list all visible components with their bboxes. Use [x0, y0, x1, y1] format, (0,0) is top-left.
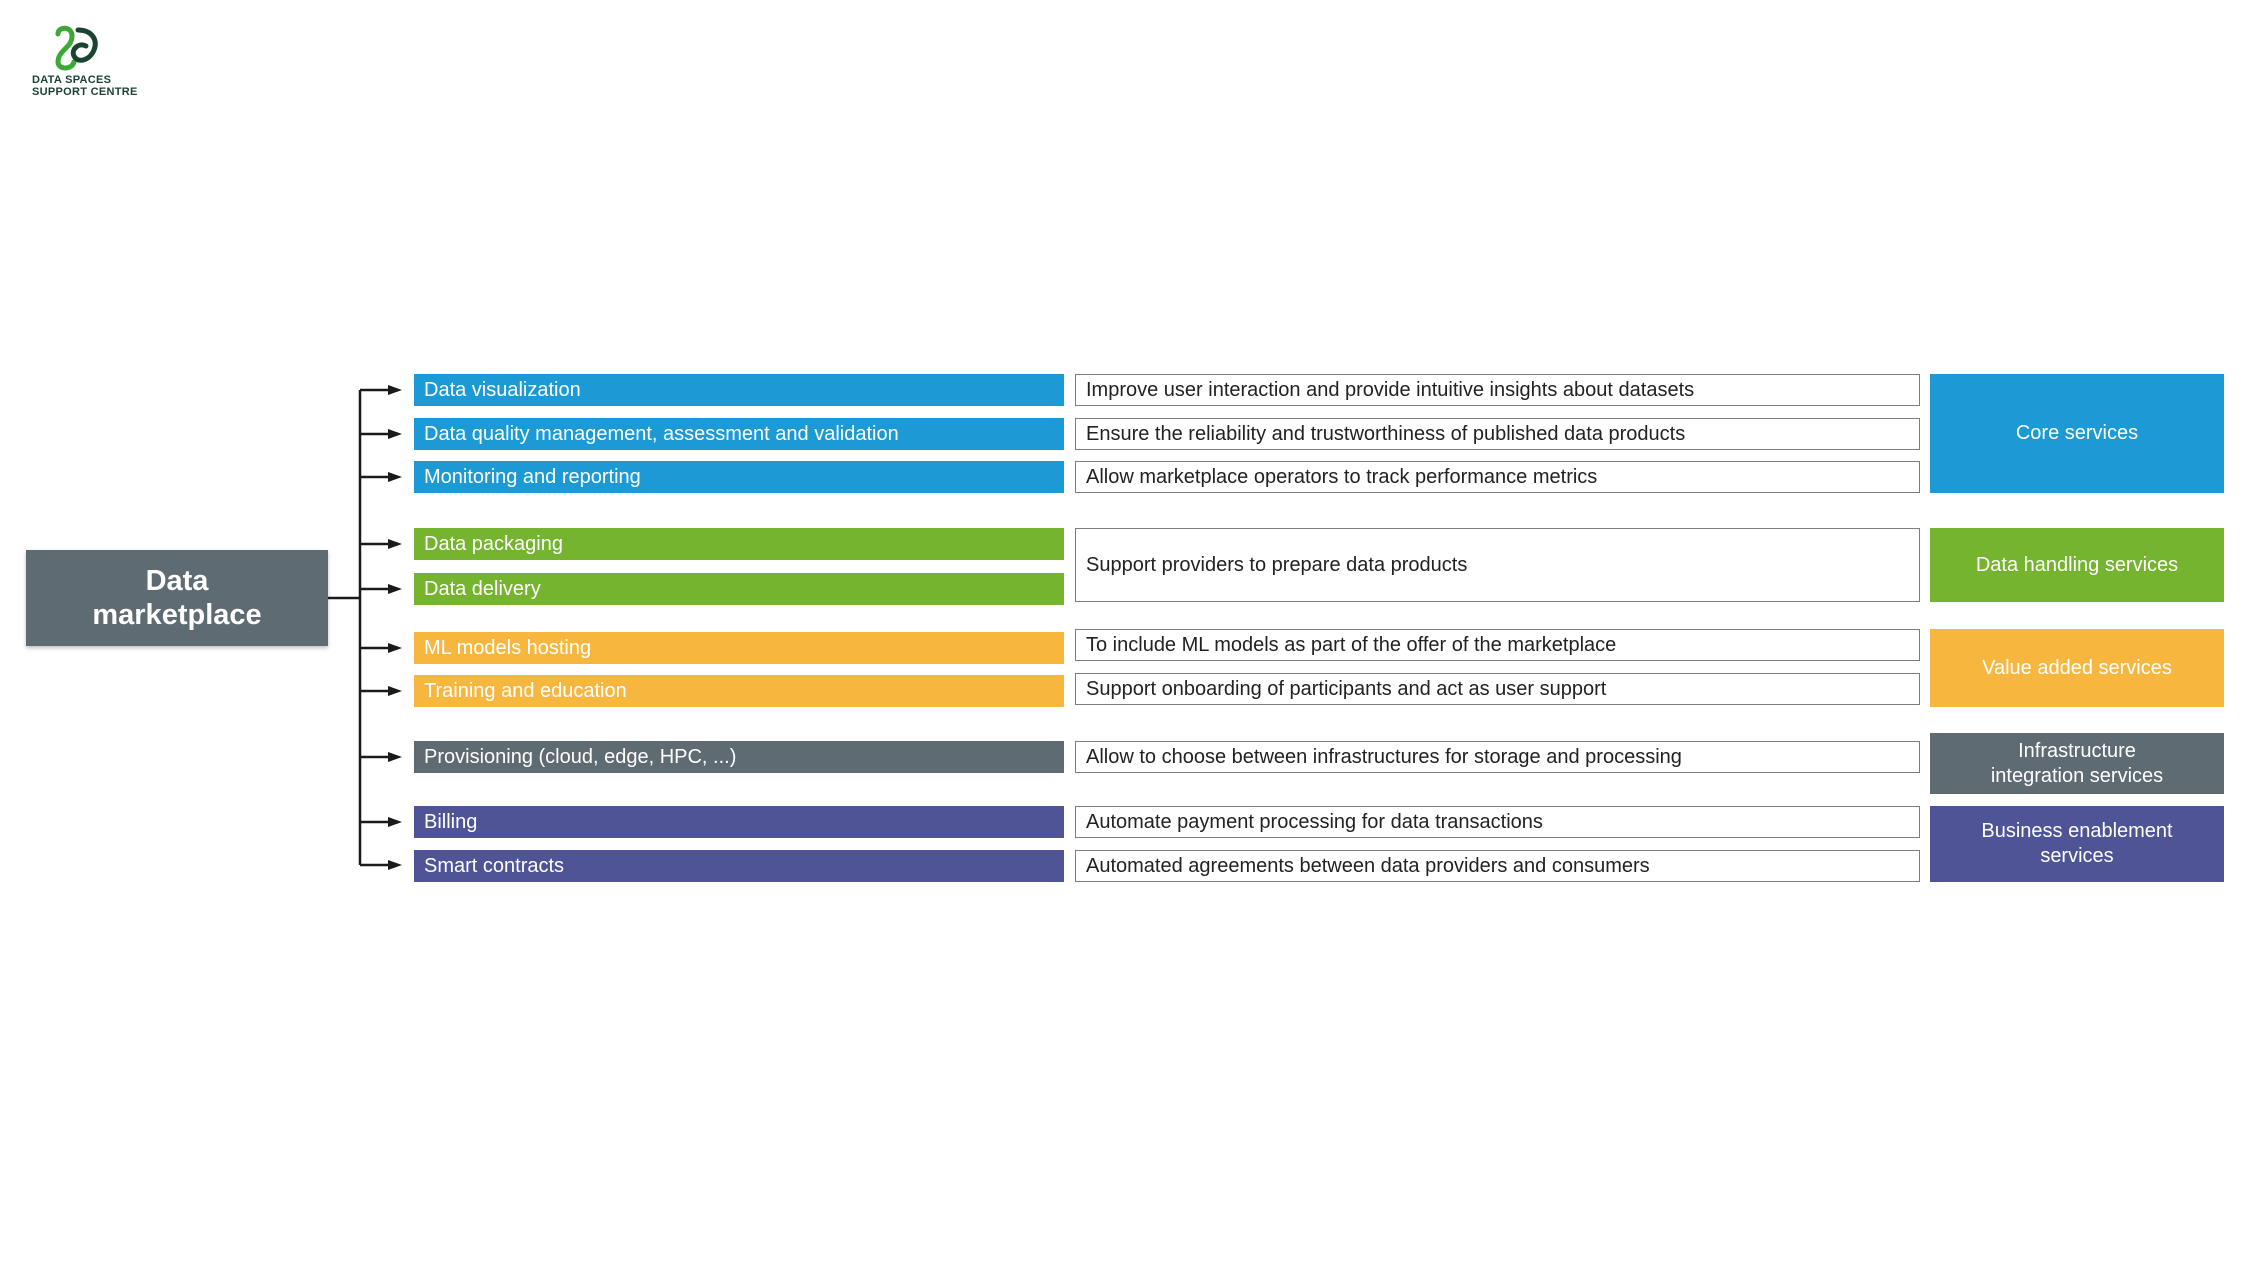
- category-label: Value added services: [1982, 656, 2172, 679]
- service-description-text: To include ML models as part of the offer of the marketplace: [1086, 633, 1617, 656]
- service-description-smart-contracts: [1075, 850, 1920, 882]
- logo-text-line2: SUPPORT CENTRE: [32, 86, 138, 98]
- service-description-text: Allow to choose between infrastructures for storage and processing: [1086, 745, 1682, 768]
- service-label-text: Monitoring and reporting: [424, 465, 641, 488]
- service-description-text: Support providers to prepare data products: [1086, 553, 1468, 576]
- service-label-data-visualization[interactable]: [414, 374, 1064, 406]
- service-label-text: Data visualization: [424, 378, 581, 401]
- service-label-text: Provisioning (cloud, edge, HPC, ...): [424, 745, 737, 768]
- service-description-text: Support onboarding of participants and act as user support: [1086, 677, 1607, 700]
- service-description-provisioning: [1075, 741, 1920, 773]
- root-node-label-line2: marketplace: [92, 599, 262, 631]
- service-description-training-and-education: [1075, 673, 1920, 705]
- logo-text-line1: DATA SPACES: [32, 74, 112, 86]
- service-label-provisioning[interactable]: [414, 741, 1064, 773]
- service-description-text: Allow marketplace operators to track performance metrics: [1086, 465, 1598, 488]
- category-value-added-services: [1930, 629, 2224, 707]
- logo-text: [32, 74, 192, 98]
- root-node-data-marketplace: [26, 550, 328, 646]
- category-core-services: [1930, 374, 2224, 493]
- service-label-text: Billing: [424, 810, 478, 833]
- service-label-data-packaging[interactable]: [414, 528, 1064, 560]
- root-node-label-line1: Data: [145, 565, 209, 597]
- category-label-line1: Business enablement: [1981, 820, 2173, 842]
- service-description-data-visualization: [1075, 374, 1920, 406]
- service-label-text: Data quality management, assessment and validation: [424, 422, 899, 445]
- category-label: Core services: [2015, 422, 2139, 444]
- service-description-data-quality-management: [1075, 418, 1920, 450]
- service-label-smart-contracts[interactable]: [414, 850, 1064, 882]
- service-label-text: Training and education: [424, 679, 627, 702]
- service-description-text: Automated agreements between data providers and consumers: [1086, 854, 1650, 877]
- service-label-text: Smart contracts: [424, 854, 565, 877]
- service-description-text: Ensure the reliability and trustworthiness of published data products: [1086, 422, 1686, 445]
- service-label-text: Data delivery: [424, 577, 541, 600]
- logo-mark-icon: [48, 24, 104, 72]
- category-label: Data handling services: [1975, 553, 2179, 576]
- category-label-line2: integration services: [1990, 764, 2164, 787]
- service-description-ml-models-hosting: [1075, 629, 1920, 661]
- category-label-line2: services: [2040, 845, 2114, 867]
- service-description-billing: [1075, 806, 1920, 838]
- service-description-text: Automate payment processing for data transactions: [1086, 810, 1543, 833]
- service-label-text: Data packaging: [424, 532, 563, 555]
- service-label-data-delivery[interactable]: [414, 573, 1064, 605]
- service-label-training-and-education[interactable]: [414, 675, 1064, 707]
- service-label-monitoring-and-reporting[interactable]: [414, 461, 1064, 493]
- service-label-text: ML models hosting: [424, 636, 592, 659]
- service-description-monitoring-and-reporting: [1075, 461, 1920, 493]
- category-infrastructure-integration-services: [1930, 733, 2224, 794]
- service-description-text: Improve user interaction and provide intuitive insights about datasets: [1086, 378, 1695, 401]
- category-business-enablement-services: [1930, 806, 2224, 882]
- logo: [30, 24, 190, 104]
- service-label-data-quality-management[interactable]: [414, 418, 1064, 450]
- category-data-handling-services: [1930, 528, 2224, 602]
- service-label-ml-models-hosting[interactable]: [414, 632, 1064, 664]
- service-label-billing[interactable]: [414, 806, 1064, 838]
- service-description-data-handling: [1075, 528, 1920, 602]
- category-label-line1: Infrastructure: [2018, 739, 2136, 762]
